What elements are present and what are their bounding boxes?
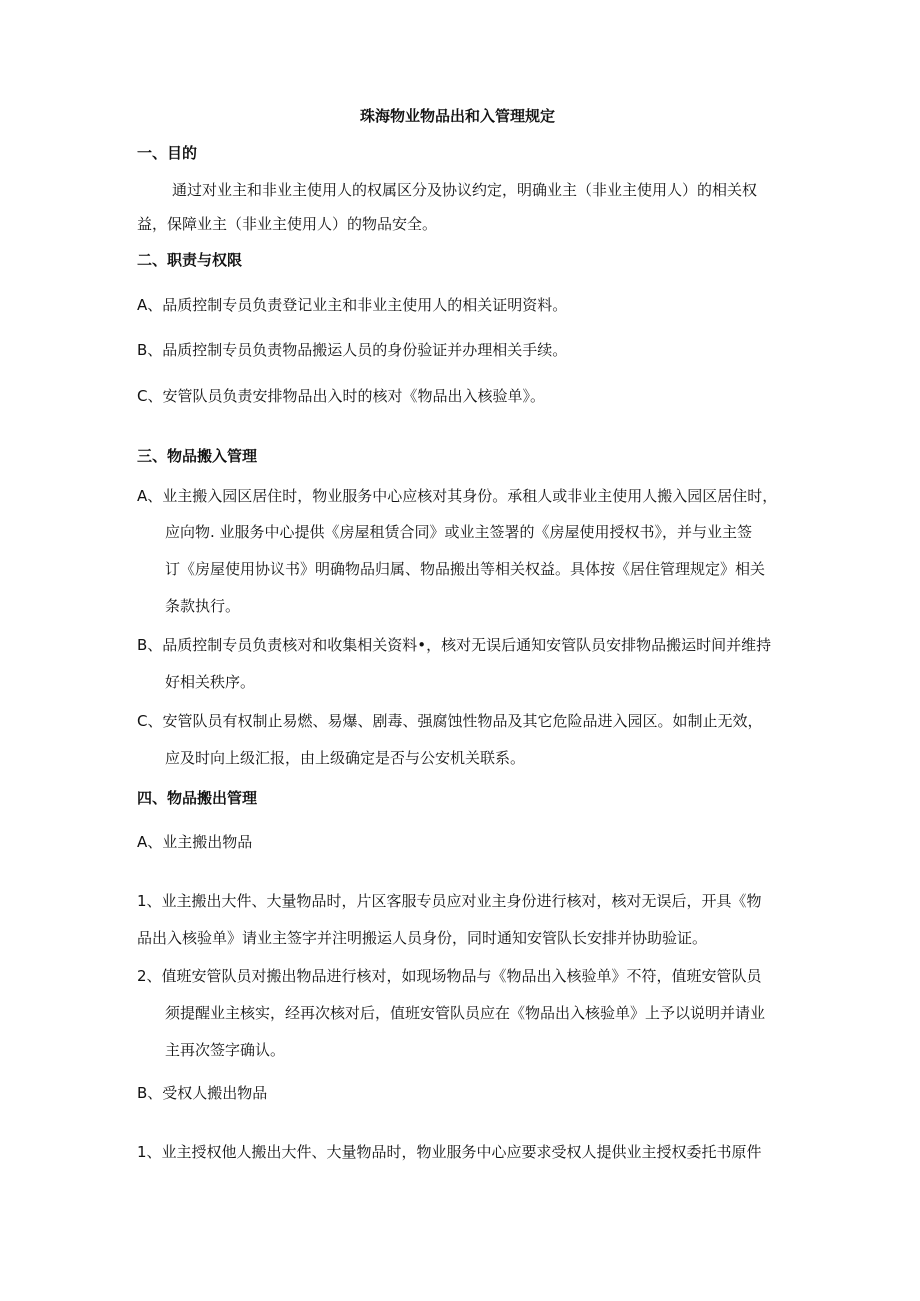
list-item-continuation: 好相关秩序。 — [165, 673, 256, 691]
section-heading-move-out: 四、物品搬出管理 — [137, 789, 258, 807]
section-heading-move-in: 三、物品搬入管理 — [137, 447, 258, 465]
list-item: 1、业主搬出大件、大量物品时，片区客服专员应对业主身份进行核对，核对无误后，开具《物 — [137, 892, 762, 910]
list-item: B、品质控制专员负责物品搬运人员的身份验证并办理相关手续。 — [137, 341, 568, 359]
section-heading-purpose: 一、目的 — [137, 144, 198, 162]
list-item: B、品质控制专员负责核对和收集相关资料•，核对无误后通知安管队员安排物品搬运时间并维持 — [137, 636, 772, 654]
paragraph-line: 益，保障业主（非业主使用人）的物品安全。 — [137, 215, 438, 233]
list-item-continuation: 须提醒业主核实，经再次核对后，值班安管队员应在《物品出入核验单》上予以说明并请业 — [165, 1004, 766, 1022]
list-item-continuation: 应向物. 业服务中心提供《房屋租赁合同》或业主签署的《房屋使用授权书》，并与业主签 — [165, 523, 753, 541]
section-heading-responsibilities: 二、职责与权限 — [137, 251, 243, 269]
list-item-continuation: 应及时向上级汇报，由上级确定是否与公安机关联系。 — [165, 749, 526, 767]
list-item: A、业主搬入园区居住时，物业服务中心应核对其身份。承租人或非业主使用人搬入园区居住时， — [137, 487, 778, 505]
list-item: C、安管队员负责安排物品出入时的核对《物品出入核验单》。 — [137, 387, 545, 405]
list-item-continuation: 品出入核验单》请业主签字并注明搬运人员身份，同时通知安管队长安排并协助验证。 — [137, 929, 708, 947]
list-item: 2、值班安管队员对搬出物品进行核对，如现场物品与《物品出入核验单》不符，值班安管队员 — [137, 967, 762, 985]
list-item: A、品质控制专员负责登记业主和非业主使用人的相关证明资料。 — [137, 296, 568, 314]
list-item-continuation: 订《房屋使用协议书》明确物品归属、物品搬出等相关权益。具体按《居住管理规定》相关 — [165, 560, 766, 578]
list-item-continuation: 主再次签字确认。 — [165, 1041, 286, 1059]
subsection-heading: B、受权人搬出物品 — [137, 1084, 268, 1102]
list-item-continuation: 条款执行。 — [165, 597, 241, 615]
paragraph-line: 通过对业主和非业主使用人的权属区分及协议约定，明确业主（非业主使用人）的相关权 — [172, 181, 758, 199]
list-item: C、安管队员有权制止易燃、易爆、剧毒、强腐蚀性物品及其它危险品进入园区。如制止无效， — [137, 712, 763, 730]
subsection-heading: A、业主搬出物品 — [137, 833, 253, 851]
list-item: 1、业主授权他人搬出大件、大量物品时，物业服务中心应要求受权人提供业主授权委托书原件 — [137, 1143, 762, 1161]
document-title: 珠海物业物品出和入管理规定 — [360, 107, 556, 125]
